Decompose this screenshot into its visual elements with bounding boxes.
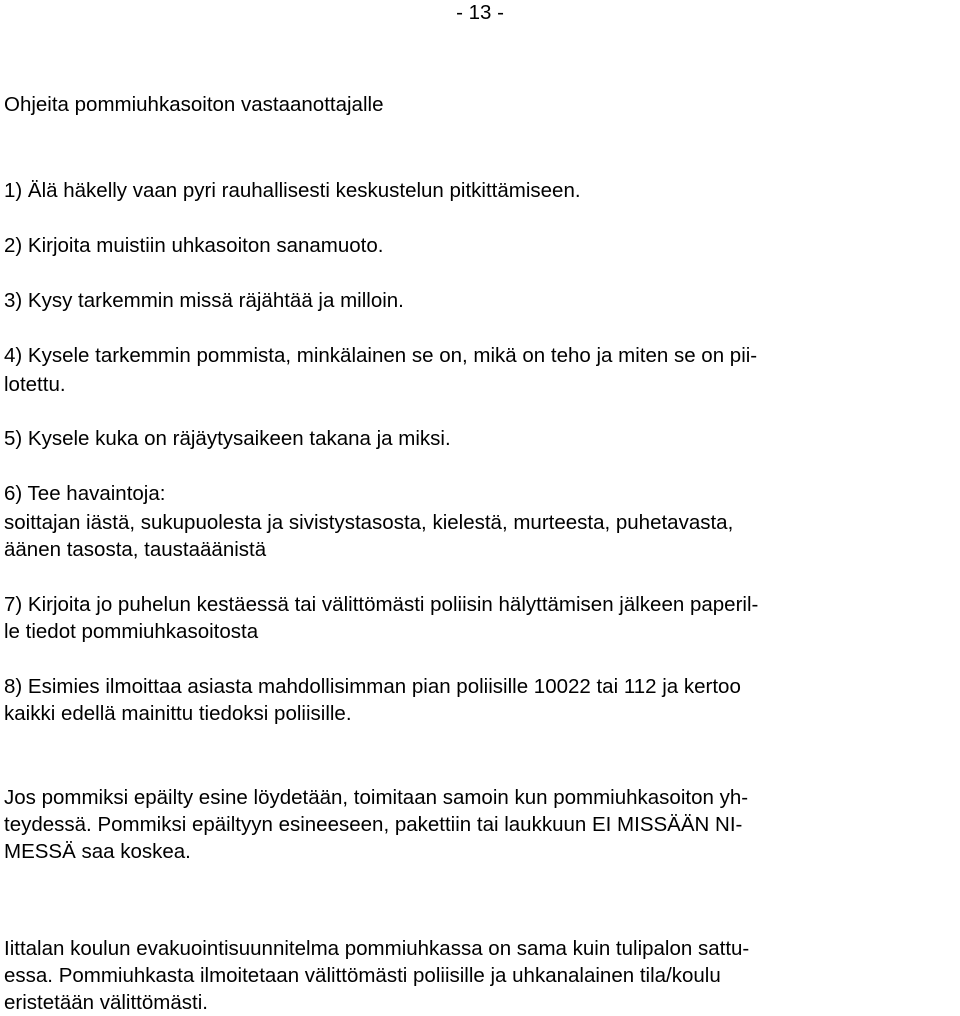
document-title: Ohjeita pommiuhkasoiton vastaanottajalle (4, 93, 384, 116)
instruction-line: 1) Älä häkelly vaan pyri rauhallisesti keskustelun pitkittämiseen. (4, 179, 581, 202)
note-line: eristetään välittömästi. (4, 991, 208, 1014)
note-line: teydessä. Pommiksi epäiltyyn esineeseen, pakettiin tai laukkuun EI MISSÄÄN NI- (4, 813, 743, 836)
instruction-line: 2) Kirjoita muistiin uhkasoiton sanamuoto. (4, 234, 384, 257)
instruction-line: soittajan iästä, sukupuolesta ja sivistystasosta, kielestä, murteesta, puhetavasta, (4, 511, 734, 534)
instruction-line: äänen tasosta, taustaäänistä (4, 538, 267, 561)
note-line: MESSÄ saa koskea. (4, 840, 191, 863)
instruction-line: 5) Kysele kuka on räjäytysaikeen takana ja miksi. (4, 427, 451, 450)
instruction-line: lotettu. (4, 373, 66, 396)
instruction-line: 7) Kirjoita jo puhelun kestäessä tai välittömästi poliisin hälyttämisen jälkeen paperil- (4, 593, 759, 616)
note-line: Jos pommiksi epäilty esine löydetään, toimitaan samoin kun pommiuhkasoiton yh- (4, 786, 749, 809)
page-number: - 13 - (456, 1, 504, 24)
instruction-line: 4) Kysele tarkemmin pommista, minkälainen se on, mikä on teho ja miten se on pii- (4, 344, 758, 367)
instruction-line: 8) Esimies ilmoittaa asiasta mahdollisimman pian poliisille 10022 tai 112 ja kertoo (4, 675, 741, 698)
note-line: essa. Pommiuhkasta ilmoitetaan välittömästi poliisille ja uhkanalainen tila/koulu (4, 964, 721, 987)
instruction-line: 3) Kysy tarkemmin missä räjähtää ja milloin. (4, 289, 404, 312)
instruction-line: kaikki edellä mainittu tiedoksi poliisille. (4, 702, 352, 725)
instruction-line: le tiedot pommiuhkasoitosta (4, 620, 259, 643)
note-line: Iittalan koulun evakuointisuunnitelma pommiuhkassa on sama kuin tulipalon sattu- (4, 937, 750, 960)
instruction-line: 6) Tee havaintoja: (4, 482, 166, 505)
